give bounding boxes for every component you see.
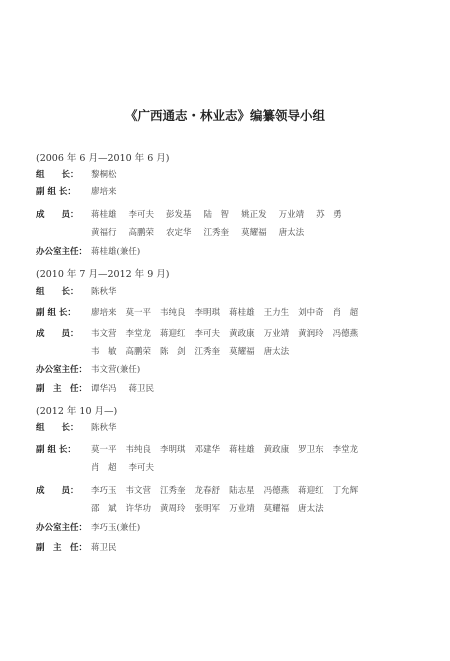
member-name: 蒋迎红 <box>160 329 186 339</box>
member-name: 李可夫 <box>194 329 221 339</box>
period-heading: (2012 年 10 月—) <box>36 406 118 417</box>
member-name: 韦文营(兼任) <box>91 365 141 375</box>
role-row <box>36 168 436 182</box>
names-continuation <box>91 461 154 475</box>
member-name: 莫耀福 <box>241 228 267 238</box>
role-row <box>36 306 436 320</box>
member-name: 莫耀福 <box>229 347 255 357</box>
member-name: 廖培来 <box>91 308 117 318</box>
names-continuation <box>91 226 304 240</box>
role-label: 组 长： <box>36 423 79 433</box>
member-name: 蒋桂雄(兼任) <box>91 247 141 257</box>
role-label: 成 员： <box>36 210 79 220</box>
member-name: 冯德燕 <box>332 329 359 339</box>
member-name: 彭发基 <box>166 210 192 220</box>
member-name: 蒋桂雄 <box>91 210 117 220</box>
names-list <box>91 521 140 535</box>
member-name: 李可夫 <box>128 210 155 220</box>
names-list <box>91 245 140 259</box>
member-name: 唐太法 <box>263 347 290 357</box>
member-name: 莫耀福 <box>263 504 290 514</box>
member-name: 陈秋华 <box>91 287 117 297</box>
member-name: 李明琪 <box>160 445 186 455</box>
member-name: 万业靖 <box>229 504 255 514</box>
member-name: 邵 斌 <box>91 504 117 514</box>
member-name: 李堂龙 <box>125 329 152 339</box>
names-list <box>91 443 358 457</box>
role-label: 副 主 任： <box>36 543 88 553</box>
document-title: 《广西通志・林业志》编纂领导小组 <box>124 108 325 123</box>
member-name: 蒋桂雄 <box>229 445 255 455</box>
member-name: 江秀奎 <box>194 347 221 357</box>
role-row <box>36 185 436 199</box>
names-list <box>91 208 342 222</box>
member-name: 黄政康 <box>229 329 255 339</box>
member-name: 廖培来 <box>91 187 117 197</box>
member-name: 莫一平 <box>91 445 117 455</box>
member-name: 江秀奎 <box>203 228 230 238</box>
names-continuation <box>91 345 289 359</box>
member-name: 陆志星 <box>229 486 255 496</box>
period-heading: (2006 年 6 月—2010 年 6 月) <box>36 153 170 164</box>
member-name: 李巧玉(兼任) <box>91 523 141 533</box>
member-name: 万业靖 <box>263 329 290 339</box>
member-name: 张明军 <box>194 504 221 514</box>
member-name: 蒋迎红 <box>298 486 324 496</box>
member-name: 黎桐松 <box>91 170 117 180</box>
member-name: 龙春舒 <box>194 486 221 496</box>
names-list <box>91 363 140 377</box>
member-name: 高鹏荣 <box>125 347 152 357</box>
role-label: 副 主 任： <box>36 384 88 394</box>
member-name: 李可夫 <box>128 463 155 473</box>
member-name: 王力生 <box>263 308 290 318</box>
names-list <box>91 168 117 182</box>
names-continuation <box>91 502 324 516</box>
member-name: 冯德燕 <box>263 486 290 496</box>
role-row <box>36 208 436 222</box>
member-name: 黄周玲 <box>160 504 186 514</box>
member-name: 李明琪 <box>194 308 221 318</box>
member-name: 高鹏荣 <box>128 228 155 238</box>
role-label: 办公室主任： <box>36 365 88 375</box>
member-name: 韦文营 <box>125 486 152 496</box>
member-name: 罗卫东 <box>298 445 324 455</box>
period-heading: (2010 年 7 月—2012 年 9 月) <box>36 269 170 280</box>
member-name: 许华功 <box>125 504 152 514</box>
names-list <box>91 185 117 199</box>
member-name: 陈 剑 <box>160 347 186 357</box>
role-label: 组 长： <box>36 170 79 180</box>
role-row <box>36 443 436 457</box>
member-name: 黄润玲 <box>298 329 324 339</box>
member-name: 黄福行 <box>91 228 117 238</box>
names-list <box>91 327 358 341</box>
member-name: 韦 敏 <box>91 347 117 357</box>
names-list <box>91 306 358 320</box>
member-name: 蒋卫民 <box>91 543 117 553</box>
member-name: 谭华冯 <box>91 384 117 394</box>
member-name: 陆 智 <box>203 210 230 220</box>
role-row <box>36 521 436 535</box>
member-name: 唐太法 <box>278 228 305 238</box>
member-name: 肖 超 <box>91 463 117 473</box>
role-row <box>36 327 436 341</box>
names-list <box>91 285 117 299</box>
member-name: 丁允辉 <box>332 486 359 496</box>
member-name: 万业靖 <box>278 210 305 220</box>
role-row <box>36 421 436 435</box>
role-row <box>36 541 436 555</box>
role-row <box>36 382 436 396</box>
member-name: 刘中奇 <box>298 308 324 318</box>
member-name: 蒋卫民 <box>128 384 155 394</box>
member-name: 农定华 <box>166 228 192 238</box>
member-name: 韦纯良 <box>160 308 186 318</box>
member-name: 李堂龙 <box>332 445 359 455</box>
names-list <box>91 382 154 396</box>
member-name: 邓建华 <box>194 445 221 455</box>
role-label: 组 长： <box>36 287 79 297</box>
role-label: 成 员： <box>36 486 79 496</box>
role-label: 办公室主任： <box>36 247 88 257</box>
member-name: 苏 勇 <box>316 210 342 220</box>
member-name: 蒋桂雄 <box>229 308 255 318</box>
role-label: 办公室主任： <box>36 523 88 533</box>
names-list <box>91 541 117 555</box>
member-name: 韦文营 <box>91 329 117 339</box>
names-list <box>91 421 117 435</box>
member-name: 肖 超 <box>332 308 359 318</box>
member-name: 江秀奎 <box>160 486 186 496</box>
role-label: 副 组 长： <box>36 445 76 455</box>
role-row <box>36 484 436 498</box>
member-name: 唐太法 <box>298 504 324 514</box>
role-row <box>36 363 436 377</box>
role-label: 副 组 长： <box>36 187 76 197</box>
member-name: 黄政康 <box>263 445 290 455</box>
member-name: 韦纯良 <box>125 445 152 455</box>
names-list <box>91 484 358 498</box>
role-row <box>36 285 436 299</box>
member-name: 莫一平 <box>125 308 152 318</box>
member-name: 陈秋华 <box>91 423 117 433</box>
role-label: 副 组 长： <box>36 308 76 318</box>
member-name: 姚正发 <box>241 210 267 220</box>
role-label: 成 员： <box>36 329 79 339</box>
member-name: 李巧玉 <box>91 486 117 496</box>
role-row <box>36 245 436 259</box>
